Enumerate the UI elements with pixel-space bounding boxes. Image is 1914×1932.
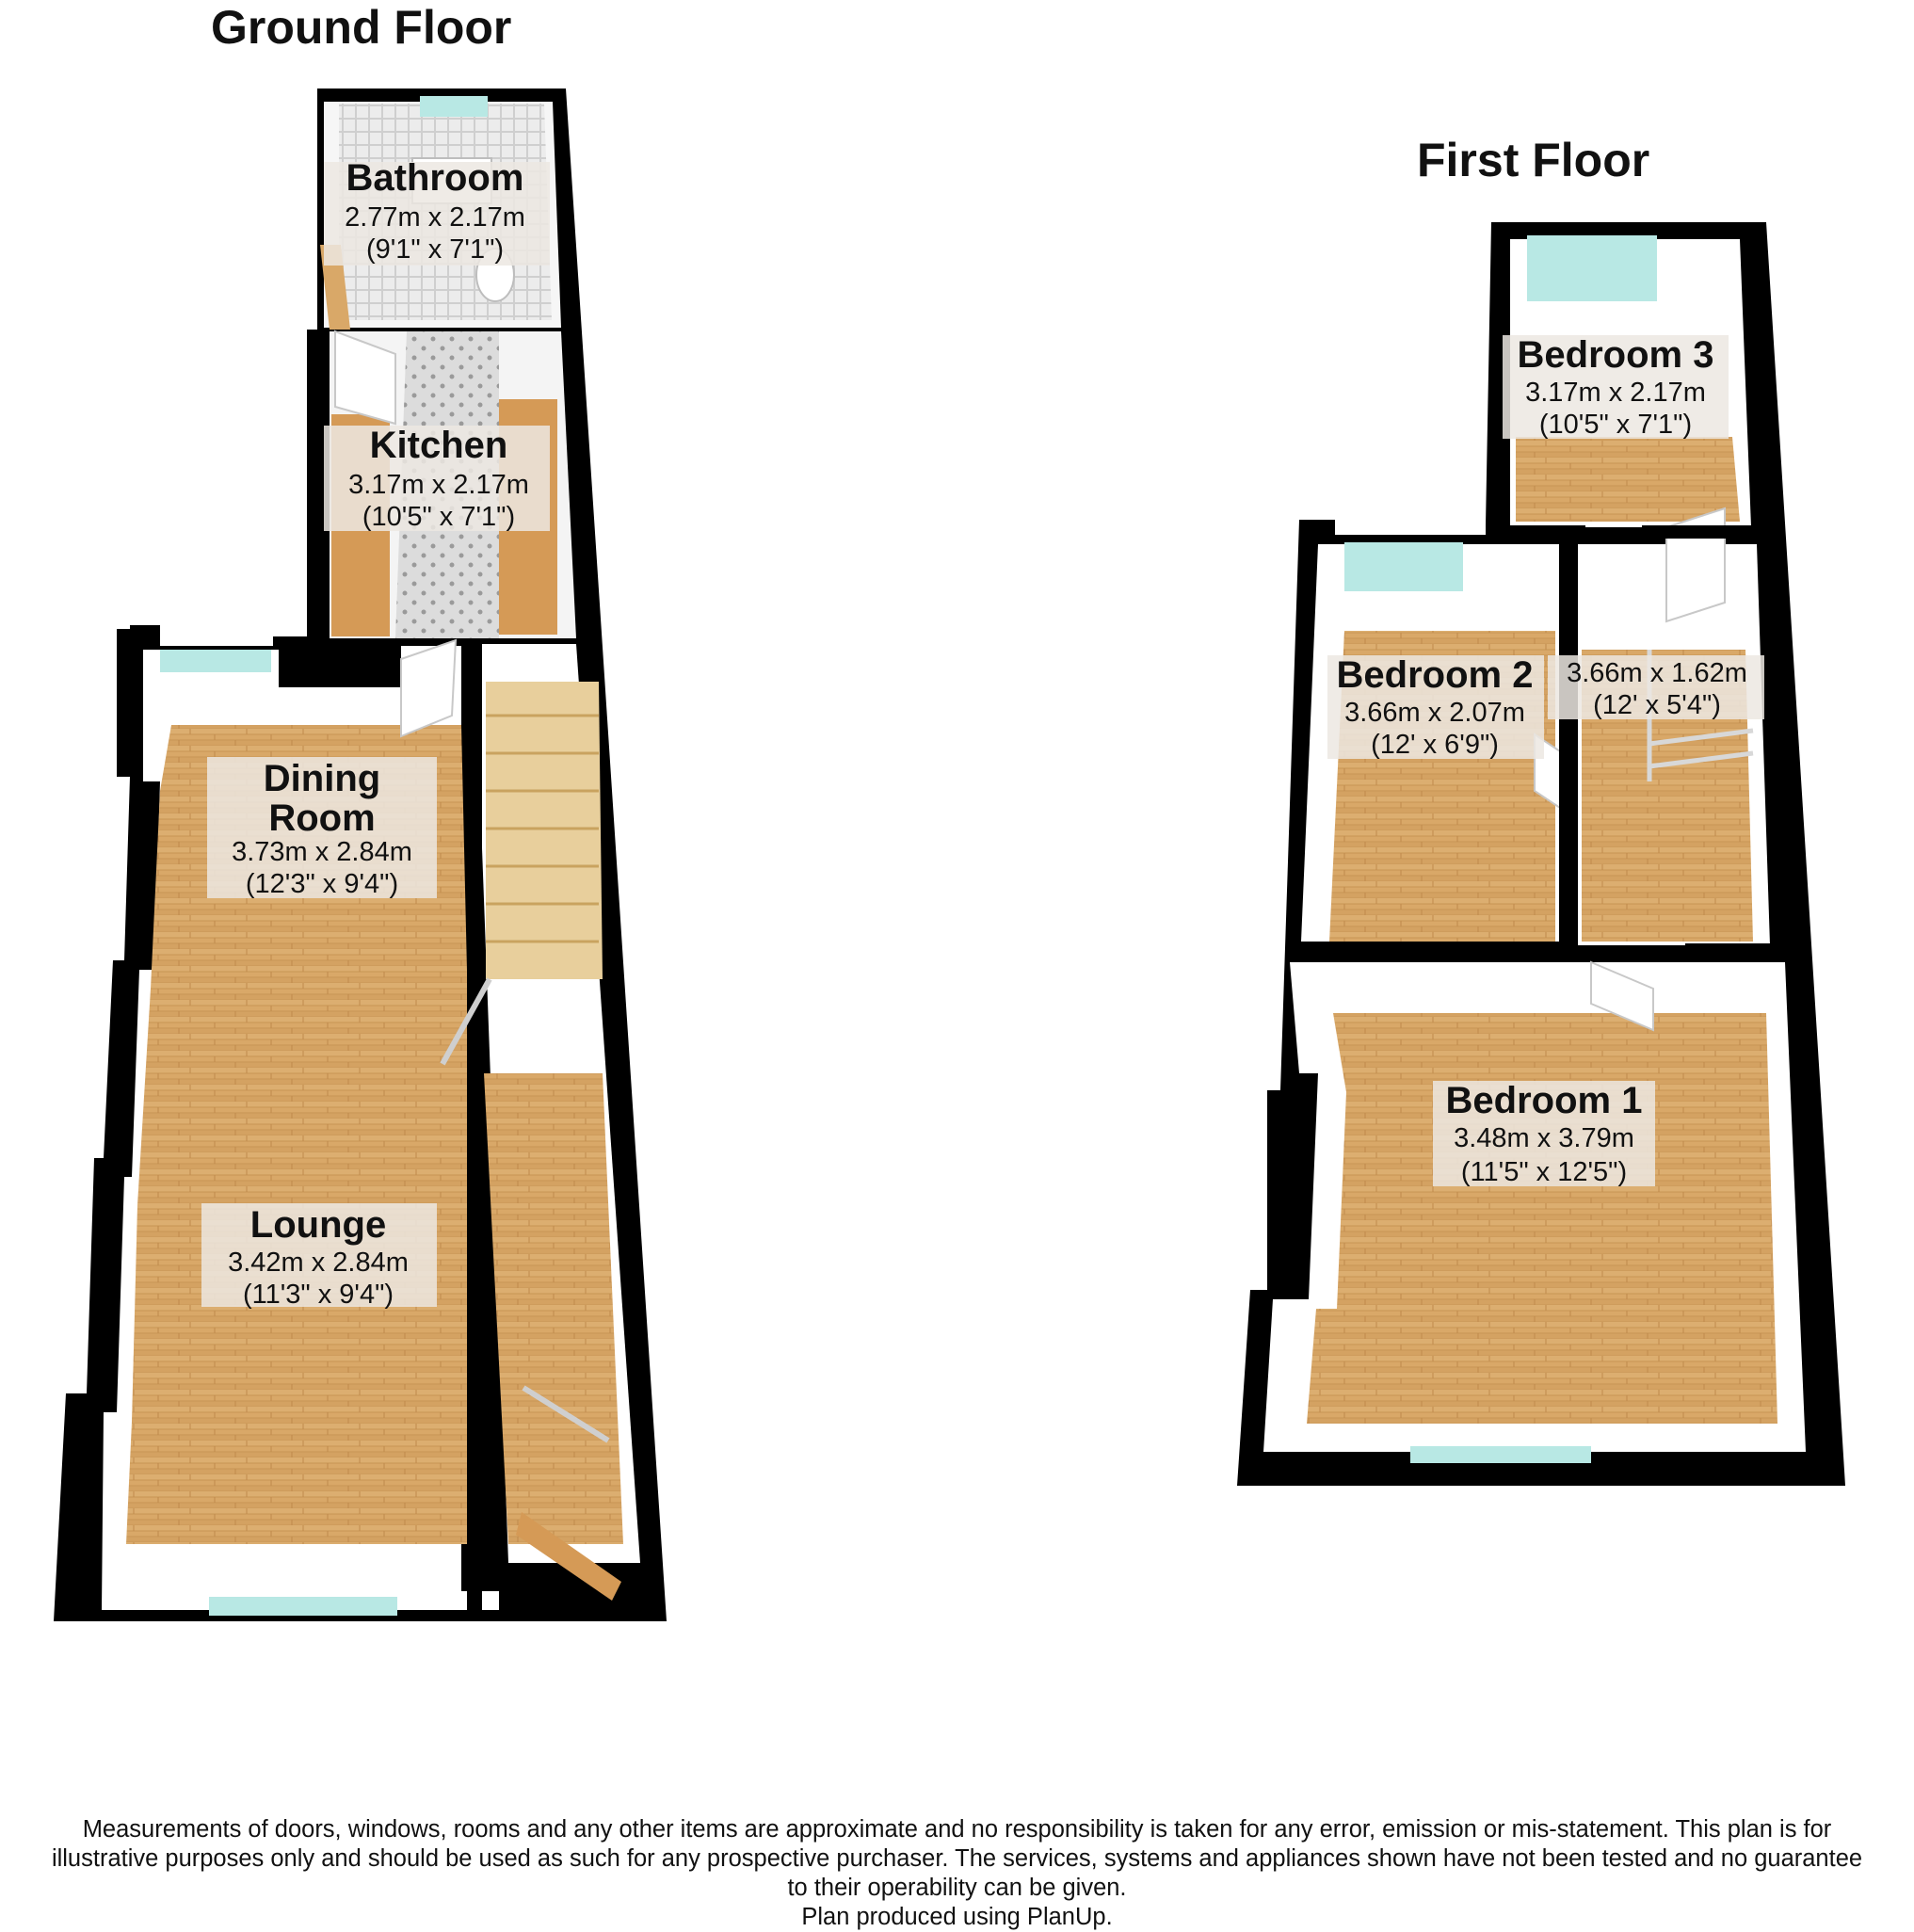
kitchen-metric: 3.17m x 2.17m <box>348 470 529 500</box>
internal-wall-top <box>1510 525 1585 539</box>
ground-floor-title: Ground Floor <box>211 1 512 54</box>
dining-room-name-line1: Dining <box>263 758 381 799</box>
bedroom-1 <box>1263 962 1806 1463</box>
disclaimer-line-4: Plan produced using PlanUp. <box>801 1904 1113 1930</box>
bedroom-3-imperial: (10'5" x 7'1") <box>1538 410 1693 440</box>
bedroom-2-window <box>1344 542 1463 591</box>
bedroom-1-name: Bedroom 1 <box>1445 1080 1643 1121</box>
bathroom-name: Bathroom <box>346 157 524 199</box>
bedroom-1-metric: 3.48m x 3.79m <box>1454 1123 1634 1153</box>
disclaimer-line-3: to their operability can be given. <box>787 1875 1127 1901</box>
landing <box>1578 508 1770 945</box>
internal-wall-left <box>1295 943 1572 962</box>
internal-wall-right <box>1685 943 1779 962</box>
bathroom-metric: 2.77m x 2.17m <box>345 202 525 233</box>
bathroom-imperial: (9'1" x 7'1") <box>365 234 505 265</box>
bedroom-3-window <box>1527 235 1657 301</box>
dining-room-metric: 3.73m x 2.84m <box>232 837 412 867</box>
landing-metric: 3.66m x 1.62m <box>1567 658 1747 688</box>
lounge-metric: 3.42m x 2.84m <box>228 1248 409 1278</box>
bedroom-1-window <box>1410 1446 1591 1463</box>
bedroom-2-imperial: (12' x 6'9") <box>1371 730 1499 760</box>
bedroom-1-imperial: (11'5" x 12'5") <box>1460 1157 1628 1187</box>
lounge-imperial: (11'3" x 9'4") <box>242 1280 394 1310</box>
disclaimer-line-1: Measurements of doors, windows, rooms and any other items are approximate and no responsibility is taken for any error, emission or mis-statement. This plan is for <box>82 1816 1832 1843</box>
internal-wall-vertical <box>1559 537 1578 951</box>
bedroom-3-name: Bedroom 3 <box>1517 334 1714 376</box>
bathroom-window <box>420 96 488 117</box>
disclaimer-line-2: illustrative purposes only and should be used as such for any prospective purchaser. The services, systems and appliances shown have not been tested and no guarantee <box>51 1845 1863 1872</box>
lounge-name: Lounge <box>249 1204 387 1246</box>
dining-room-name-line2: Room <box>268 797 376 839</box>
lounge-window <box>209 1597 397 1616</box>
bedroom-3-metric: 3.17m x 2.17m <box>1525 378 1706 408</box>
bedroom-2-name: Bedroom 2 <box>1336 654 1534 696</box>
bedroom-2-metric: 3.66m x 2.07m <box>1344 698 1525 728</box>
kitchen-imperial: (10'5" x 7'1") <box>362 502 516 532</box>
dining-window <box>160 650 271 672</box>
kitchen-name: Kitchen <box>369 425 508 466</box>
internal-wall-top-right <box>1642 525 1755 539</box>
dining-room-imperial: (12'3" x 9'4") <box>245 869 399 899</box>
disclaimer <box>0 1815 1914 1932</box>
landing-imperial: (12' x 5'4") <box>1593 690 1721 720</box>
first-floor-title: First Floor <box>1417 134 1650 186</box>
